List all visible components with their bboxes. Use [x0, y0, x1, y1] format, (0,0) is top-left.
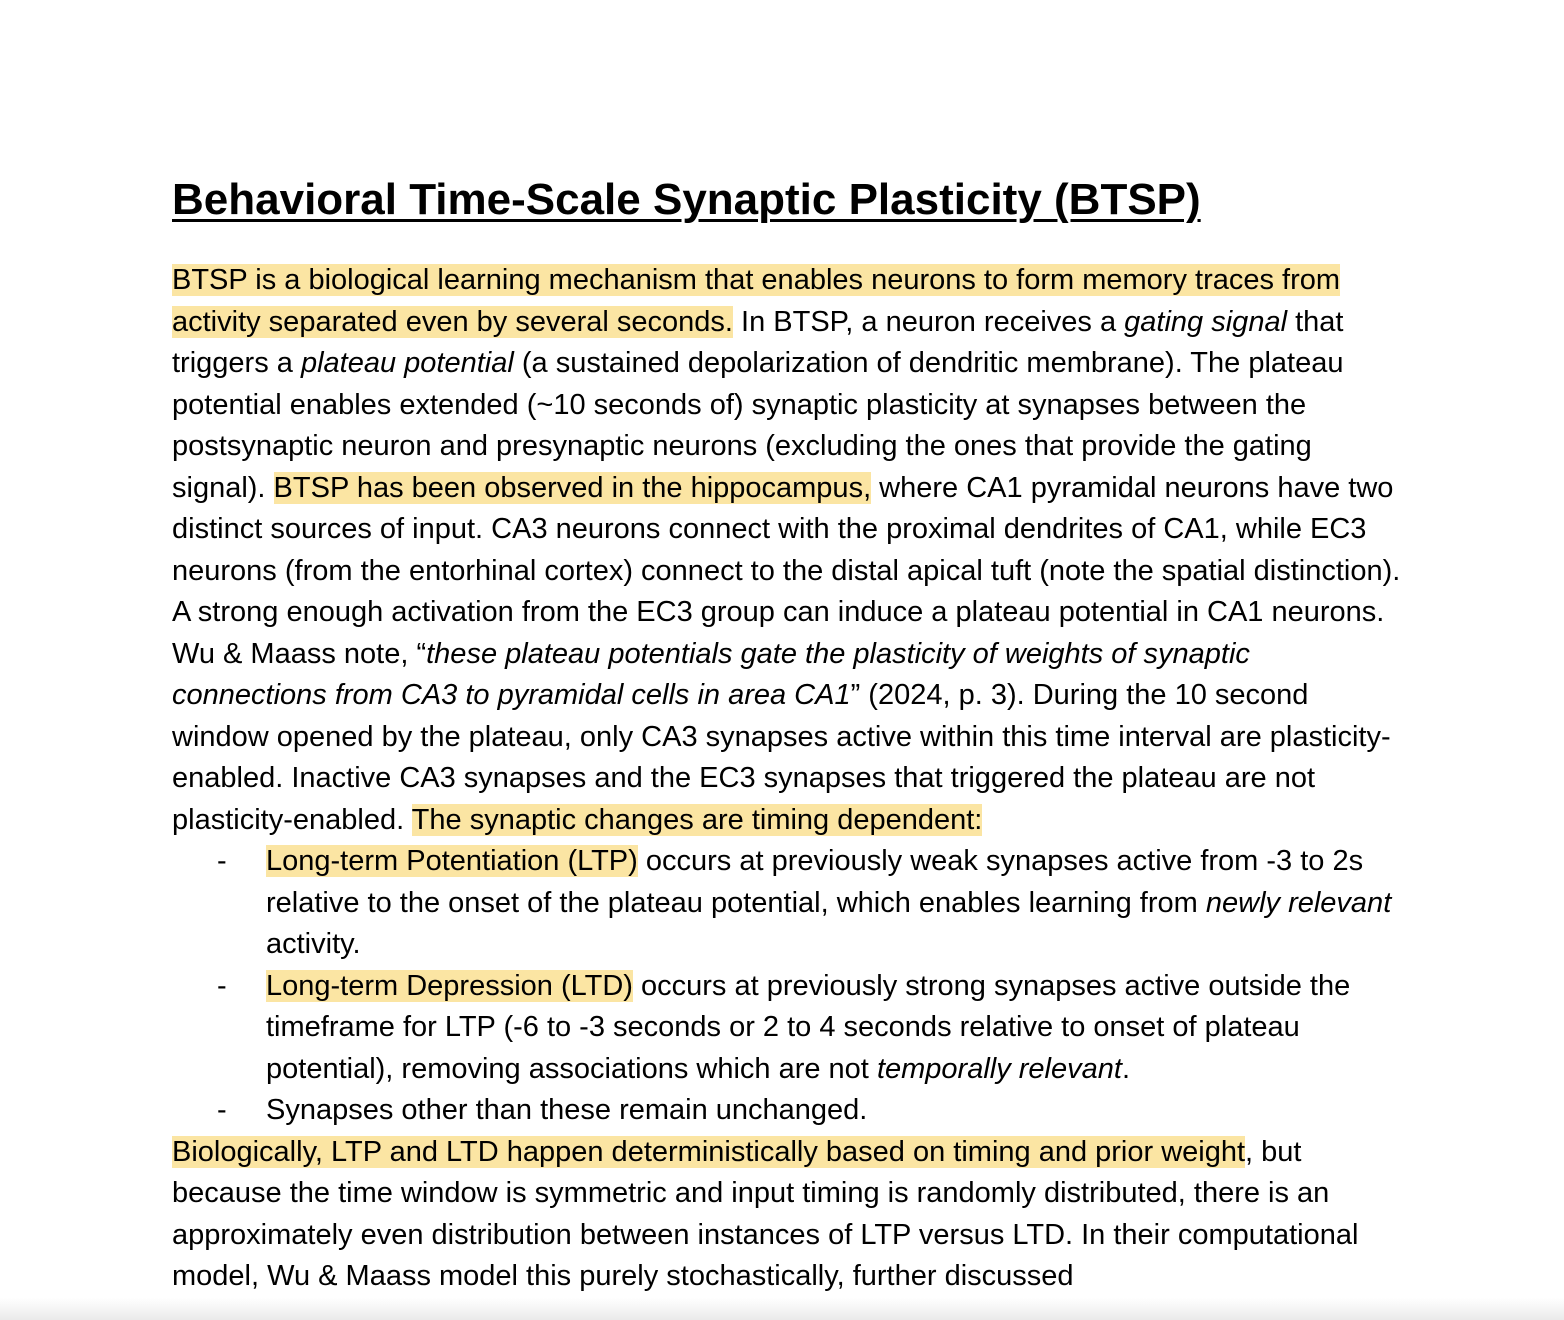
list-dash: - — [217, 1094, 227, 1126]
italic-text: temporally relevant — [876, 1052, 1122, 1085]
italic-text: newly relevant — [1205, 886, 1392, 919]
text-run: Synapses other than these remain unchanged. — [266, 1094, 868, 1126]
text-run: In BTSP, a neuron receives a — [732, 305, 1125, 338]
timing-list — [172, 841, 1402, 1132]
list-item-ltd — [172, 966, 1402, 1091]
text-run: occurs at previously strong synapses active outside the timeframe for LTP (-6 to -3 seconds or 2 to 4 seconds relative to onset of plateau potential), removing associations which are not — [266, 969, 1351, 1085]
text-run: (a sustained depolarization of dendritic membrane). The plateau potential enables extended (~10 seconds of) synaptic plasticity at synapses between the postsynaptic neuron and presynaptic neurons (excluding the ones that provide the gating signal). — [172, 347, 1344, 504]
highlighted-text: The synaptic changes are timing dependent: — [411, 803, 983, 836]
list-item-ltp — [172, 841, 1402, 966]
list-dash: - — [217, 969, 227, 1002]
document-page — [172, 170, 1402, 1298]
italic-text: plateau potential — [300, 347, 514, 379]
paragraph-stochastic — [172, 1132, 1402, 1298]
italic-text: gating signal — [1124, 305, 1288, 338]
text-run: . — [1121, 1052, 1130, 1085]
document-title: Behavioral Time-Scale Synaptic Plasticity (BTSP) — [172, 175, 1201, 224]
text-run: , but because the time window is symmetric and input timing is randomly distributed, there is an approximately even distribution between instances of LTP versus LTD. In their computational model, Wu & Maass model this purely stochastically, further discussed — [172, 1135, 1359, 1292]
text-run: where CA1 pyramidal neurons have two distinct sources of input. CA3 neurons connect with the proximal dendrites of CA1, while EC3 neurons (from the entorhinal cortex) connect to the distal apical tuft (note the spatial distinction). A strong enough activation from the EC3 group can induce a plateau potential in CA1 neurons. Wu & Maass note, “ — [172, 471, 1401, 670]
list-dash: - — [217, 845, 227, 877]
highlighted-text: BTSP is a biological learning mechanism that enables neurons to form memory traces from activity separated even by several seconds. — [172, 264, 1341, 338]
highlighted-text: Biologically, LTP and LTD happen deterministically based on timing and prior weight — [172, 1135, 1246, 1168]
highlighted-text: Long-term Depression (LTD) — [266, 969, 633, 1002]
paragraph-intro — [172, 260, 1402, 841]
italic-quote: these plateau potentials gate the plasticity of weights of synaptic connections from CA3 to pyramidal cells in area CA1 — [172, 637, 1250, 711]
highlighted-text: Long-term Potentiation (LTP) — [266, 845, 638, 877]
page-bottom-shadow — [0, 1298, 1564, 1320]
text-run: activity. — [266, 928, 361, 960]
text-run: that triggers a — [172, 305, 1344, 379]
document-body — [172, 260, 1402, 1298]
text-run: occurs at previously weak synapses active from -3 to 2s relative to the onset of the plateau potential, which enables learning from — [266, 845, 1364, 919]
highlighted-text: BTSP has been observed in the hippocampus, — [273, 471, 872, 504]
text-run: ” (2024, p. 3). During the 10 second window opened by the plateau, only CA3 synapses active within this time interval are plasticity-enabled. Inactive CA3 synapses and the EC3 synapses that triggered the plateau are not plasticity-enabled. — [172, 679, 1391, 836]
list-item-unchanged — [172, 1090, 1402, 1132]
